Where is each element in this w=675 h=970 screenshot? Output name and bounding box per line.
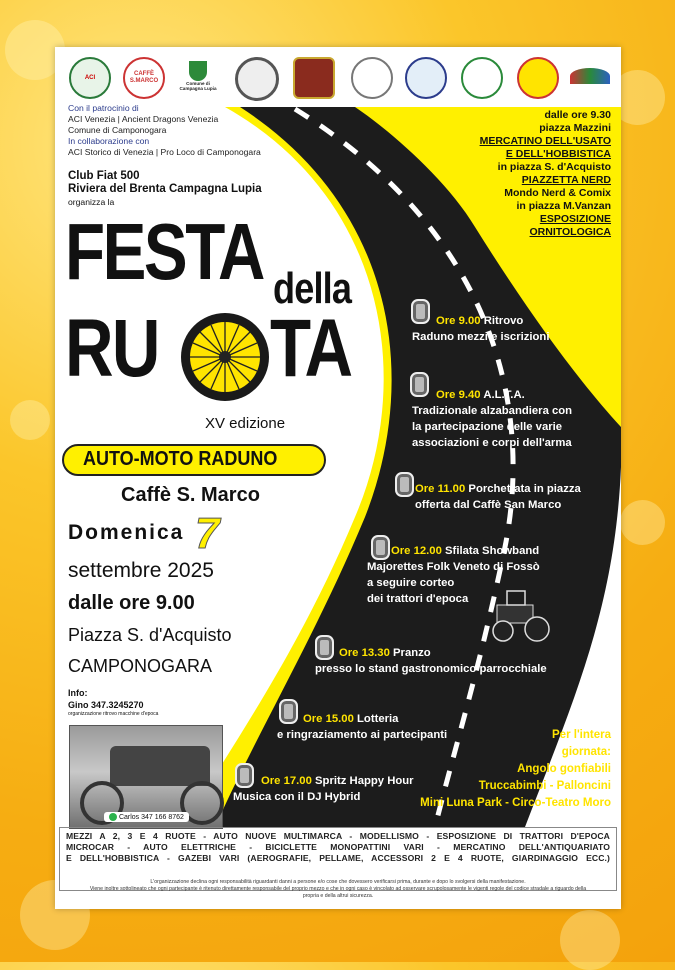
whatsapp-icon <box>109 813 117 821</box>
patronage-label: Con il patrocinio di <box>68 103 139 113</box>
month-year: settembre 2025 <box>68 559 214 582</box>
patronage-block <box>68 103 261 158</box>
program-desc: Majorettes Folk Veneto di Fossò <box>367 561 540 573</box>
allday-block <box>420 727 611 812</box>
program-desc: e ringraziamento ai partecipanti <box>277 729 448 741</box>
info-label: Info: <box>68 688 88 698</box>
side-event-title: PIAZZETTA NERD <box>521 174 611 186</box>
ancient-dragons-logo <box>235 57 279 101</box>
program-time: Ore 9.00 <box>436 315 481 327</box>
side-event-line: Mondo Nerd & Comix <box>504 187 611 199</box>
info-note: organizzazione ritrovo macchine d'epoca <box>68 711 159 717</box>
program-title: Pranzo <box>393 647 431 659</box>
program-desc: presso lo stand gastronomico parrocchiale <box>315 663 547 675</box>
program-title: A.L.T.A. <box>483 389 525 401</box>
place: Piazza S. d'Acquisto <box>68 625 232 645</box>
edition: XV edizione <box>205 415 286 432</box>
allday-line: Angolo gonfiabili <box>517 763 611 775</box>
start-time: dalle ore 9.00 <box>68 592 195 614</box>
comune-campagna-lupia-logo: Comune di Campagna Lupia <box>177 57 219 95</box>
caffe-san-marco-logo: CAFFÈ S.MARCO <box>123 57 165 99</box>
program-time: Ore 13.30 <box>339 647 390 659</box>
program-title: Ritrovo <box>483 315 524 327</box>
info-block <box>68 687 158 718</box>
aci-logo: ACI <box>69 57 111 99</box>
tyre-icon <box>395 472 414 497</box>
program-item <box>412 387 572 451</box>
disclaimer-line: Viene inoltre sottolineato che ogni partecipante è ritenuto direttamente responsabile del proprio mezzo e che in ogni caso è vincolato ad osservare scrupolosamente le vigenti regole del codice stradale a riguardo della propria e della altrui sicurezza. <box>89 886 587 899</box>
program-desc: associazioni e corpi dell'arma <box>412 437 572 449</box>
program-title: Lotteria <box>357 713 399 725</box>
day-number: 7 <box>195 509 220 558</box>
program-title: Sfilata Showband <box>445 545 540 557</box>
footer-line: MEZZI A 2, 3 E 4 RUOTE - AUTO NUOVE MULTIMARCA - MODELLISMO - ESPOSIZIONE DI TRATTORI D'EPOCA <box>66 831 610 841</box>
photo-caption <box>104 812 189 822</box>
venue-top: Caffè S. Marco <box>121 484 260 506</box>
footer-disclaimer <box>85 879 591 900</box>
program-desc: la partecipazione delle varie <box>412 421 563 433</box>
side-event-title: E DELL'HOBBISTICA <box>505 148 611 160</box>
allday-line: Truccabimbi - Palloncini <box>478 780 611 792</box>
program-item <box>412 313 549 345</box>
vintage-car-photo <box>69 725 223 829</box>
program-time: Ore 15.00 <box>303 713 354 725</box>
program-desc: Raduno mezzi e iscrizioni <box>412 331 550 343</box>
patronage-line: ACI Venezia | Ancient Dragons Venezia <box>68 114 219 124</box>
program-time: Ore 17.00 <box>261 775 312 787</box>
program-item <box>315 645 547 677</box>
program-desc: dei trattori d'epoca <box>367 593 469 605</box>
footer-line: E DELL'HOBBISTICA - GAZEBI VARI (AEROGRAFIE, PELLAME, ACCESSORI 2 E 4 RUOTE, GIARDINAGGIO ECC.) <box>66 853 610 863</box>
program-title: Spritz Happy Hour <box>315 775 414 787</box>
side-event-title: MERCATINO DELL'USATO <box>479 135 611 147</box>
raduno-banner: AUTO-MOTO RADUNO <box>83 448 278 470</box>
program-item <box>233 773 414 805</box>
title-festa: FESTA <box>65 207 263 296</box>
disclaimer-line: L'organizzazione declina ogni responsabilità riguardanti danni a persone e/o cose che dovessero verificarsi prima, durante e dopo lo svolgersi della manifestazione. <box>150 879 526 885</box>
photo-contact: Carlos 347 166 8762 <box>118 813 184 821</box>
allday-line: giornata: <box>561 746 611 758</box>
organizer-caption: organizza la <box>68 197 115 207</box>
side-event-title: ESPOSIZIONE <box>539 213 611 225</box>
organizer-name: Club Fiat 500 <box>68 170 140 182</box>
program-title: Porchettata in piazza <box>468 483 581 495</box>
veneto-logo <box>567 57 613 95</box>
allday-line: Per l'intera <box>552 729 611 741</box>
program-desc: Musica con il DJ Hybrid <box>233 791 361 803</box>
comune-camponogara-logo <box>517 57 559 99</box>
organizer-block <box>68 170 262 209</box>
program-item <box>367 543 540 607</box>
side-event-line: in piazza M.Vanzan <box>516 200 611 212</box>
program-time: Ore 11.00 <box>415 483 466 495</box>
fiat-club-logo <box>461 57 503 99</box>
program-desc: a seguire corteo <box>367 577 455 589</box>
patronage-line: Comune di Camponogara <box>68 125 167 135</box>
program-item <box>415 481 581 513</box>
footer-line: MICROCAR - AUTO ELETTRICHE - BICICLETTE MONOPATTINI VARI - MERCATINO DELL'ANTIQUARIATO <box>66 842 610 852</box>
pro-loco-logo <box>405 57 447 99</box>
side-event-title: ORNITOLOGICA <box>529 226 611 238</box>
title-ru: RU <box>65 303 159 394</box>
program-time: Ore 12.00 <box>391 545 442 557</box>
club-fiat-500-logo <box>293 57 335 99</box>
collab-line: ACI Storico di Venezia | Pro Loco di Camponogara <box>68 147 261 157</box>
allday-line: Mini Luna Park - Circo-Teatro Moro <box>420 797 611 809</box>
aci-storico-logo <box>351 57 393 99</box>
title-ta: TA <box>270 303 352 394</box>
side-event-line: dalle ore 9.30 <box>544 109 611 121</box>
title-della: della <box>273 264 352 313</box>
event-poster <box>55 47 621 909</box>
info-contact: Gino 347.3245270 <box>68 700 144 710</box>
side-event-line: piazza Mazzini <box>539 122 611 134</box>
program-desc: offerta dal Caffè San Marco <box>415 499 562 511</box>
organizer-location: Riviera del Brenta Campagna Lupia <box>68 183 262 195</box>
city: CAMPONOGARA <box>68 656 213 676</box>
program-time: Ore 9.40 <box>436 389 481 401</box>
program-desc: Tradizionale alzabandiera con <box>412 405 573 417</box>
collab-label: In collaborazione con <box>68 136 150 146</box>
side-events <box>480 109 611 239</box>
side-event-line: in piazza S. d'Acquisto <box>497 161 611 173</box>
day-name: Domenica <box>68 521 185 544</box>
